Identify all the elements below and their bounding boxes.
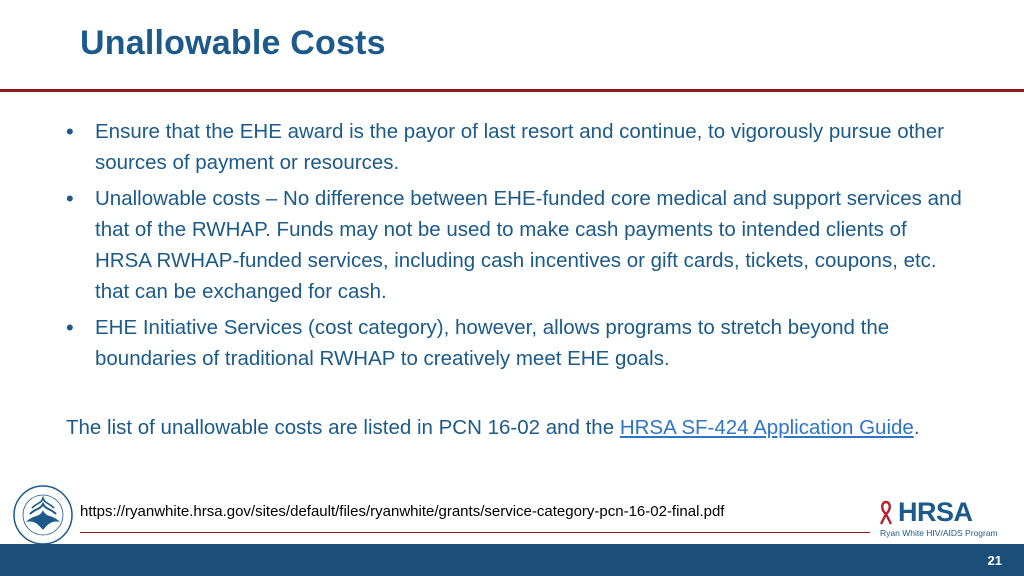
hrsa-logo-text: HRSA — [898, 497, 973, 527]
bullet-text: Ensure that the EHE award is the payor of last resort and continue, to vigorously pursue other sources of payment or resources. — [95, 120, 944, 174]
footer-bar — [0, 544, 1024, 576]
paragraph-prefix: The list of unallowable costs are listed in PCN 16-02 and the — [66, 416, 620, 439]
bullet-item — [66, 183, 966, 307]
bullet-item — [66, 116, 966, 178]
title-divider — [0, 89, 1024, 92]
bullet-list — [66, 116, 966, 379]
slide-title: Unallowable Costs — [80, 24, 386, 62]
bullet-item — [66, 312, 966, 374]
hhs-seal-icon — [12, 484, 74, 546]
footer-source-url: https://ryanwhite.hrsa.gov/sites/default/files/ryanwhite/grants/service-category-pcn-16-02-final.pdf — [80, 503, 725, 520]
page-number: 21 — [987, 553, 1002, 568]
sf424-guide-link[interactable]: HRSA SF-424 Application Guide — [619, 416, 914, 439]
bullet-dot-icon: • — [66, 315, 74, 340]
hrsa-logo-subtitle: Ryan White HIV/AIDS Program — [880, 528, 998, 538]
bullet-text: EHE Initiative Services (cost category), however, allows programs to stretch beyond the boundaries of traditional RWHAP to creatively meet EHE goals. — [95, 316, 890, 370]
unallowable-costs-paragraph — [66, 412, 966, 443]
footer-divider — [80, 532, 870, 533]
paragraph-suffix: . — [913, 416, 920, 439]
bullet-dot-icon: • — [66, 186, 74, 211]
bullet-text: Unallowable costs – No difference between EHE-funded core medical and support services and that of the RWHAP. Funds may not be used to make cash payments to intended clients of HRSA RWHAP-funded services, including cash incentives or gift cards, tickets, coupons, etc. that can be exchanged for cash. — [95, 187, 962, 303]
bullet-dot-icon: • — [66, 119, 74, 144]
